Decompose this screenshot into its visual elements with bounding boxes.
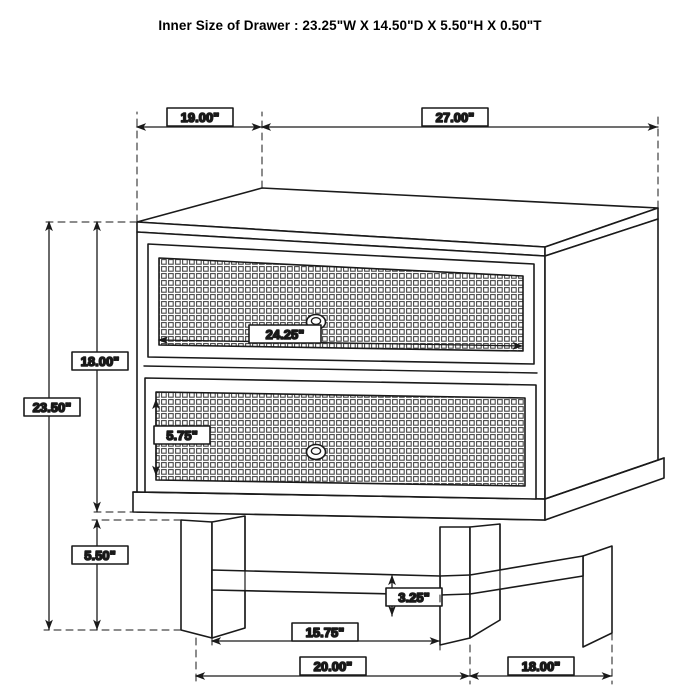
page-title: Inner Size of Drawer : 23.25"W X 14.50"D X 5.50"H X 0.50"T bbox=[158, 18, 542, 33]
dim-text-19: 19.00" bbox=[180, 110, 220, 125]
lower-drawer-pull bbox=[307, 445, 326, 460]
dim-text-18-side: 18.00" bbox=[521, 659, 561, 674]
dim-text-15-75: 15.75" bbox=[305, 625, 345, 640]
dim-text-18: 18.00" bbox=[80, 354, 120, 369]
dim-text-27: 27.00" bbox=[435, 110, 475, 125]
dim-text-5-50: 5.50" bbox=[84, 548, 116, 563]
dim-text-20: 20.00" bbox=[313, 659, 353, 674]
dim-text-3-25: 3.25" bbox=[398, 590, 430, 605]
base-legs bbox=[181, 516, 612, 647]
upper-drawer bbox=[144, 244, 537, 373]
dim-text-24-25: 24.25" bbox=[265, 327, 305, 342]
dim-text-23-50: 23.50" bbox=[32, 400, 72, 415]
dim-text-5-75: 5.75" bbox=[166, 428, 198, 443]
